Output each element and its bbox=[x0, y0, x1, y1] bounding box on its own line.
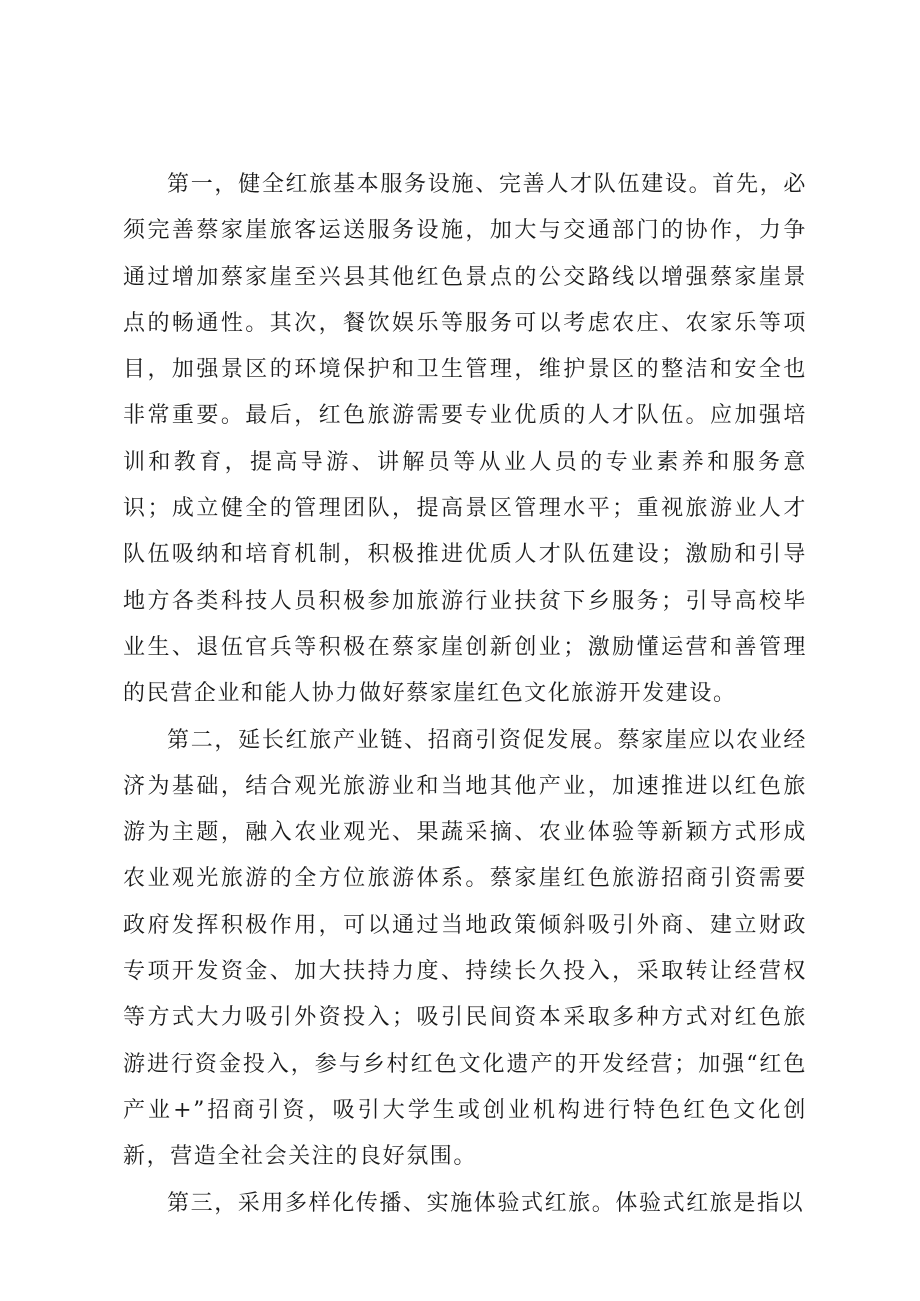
document-body bbox=[123, 162, 807, 1227]
paragraph-first-measure: 第一，健全红旅基本服务设施、完善人才队伍建设。首先，必须完善蔡家崖旅客运送服务设施，加大与交通部门的协作，力争通过增加蔡家崖至兴县其他红色景点的公交路线以增强蔡家崖景点的畅通性。其次，餐饮娱乐等服务可以考虑农庄、农家乐等项目，加强景区的环境保护和卫生管理，维护景区的整洁和安全也非常重要。最后，红色旅游需要专业优质的人才队伍。应加强培训和教育，提高导游、讲解员等从业人员的专业素养和服务意识；成立健全的管理团队，提高景区管理水平；重视旅游业人才队伍吸纳和培育机制，积极推进优质人才队伍建设；激励和引导地方各类科技人员积极参加旅游行业扶贫下乡服务；引导高校毕业生、退伍官兵等积极在蔡家崖创新创业；激励懂运营和善管理的民营企业和能人协力做好蔡家崖红色文化旅游开发建设。 bbox=[123, 172, 807, 707]
paragraph-third-measure: 第三，采用多样化传播、实施体验式红旅。体验式红旅是指以 bbox=[167, 1190, 805, 1216]
paragraph-second-measure: 第二，延长红旅产业链、招商引资促发展。蔡家崖应以农业经济为基础，结合观光旅游业和当地其他产业，加速推进以红色旅游为主题，融入农业观光、果蔬采摘、农业体验等新颖方式形成农业观光旅游的全方位旅游体系。蔡家崖红色旅游招商引资需要政府发挥积极作用，可以通过当地政策倾斜吸引外商、建立财政专项开发资金、加大扶持力度、持续长久投入，采取转让经营权等方式大力吸引外资投入；吸引民间资本采取多种方式对红色旅游进行资金投入，参与乡村红色文化遗产的开发经营；加强“红色产业+”招商引资，吸引大学生或创业机构进行特色红色文化创新，营造全社会关注的良好氛围。 bbox=[123, 727, 807, 1170]
